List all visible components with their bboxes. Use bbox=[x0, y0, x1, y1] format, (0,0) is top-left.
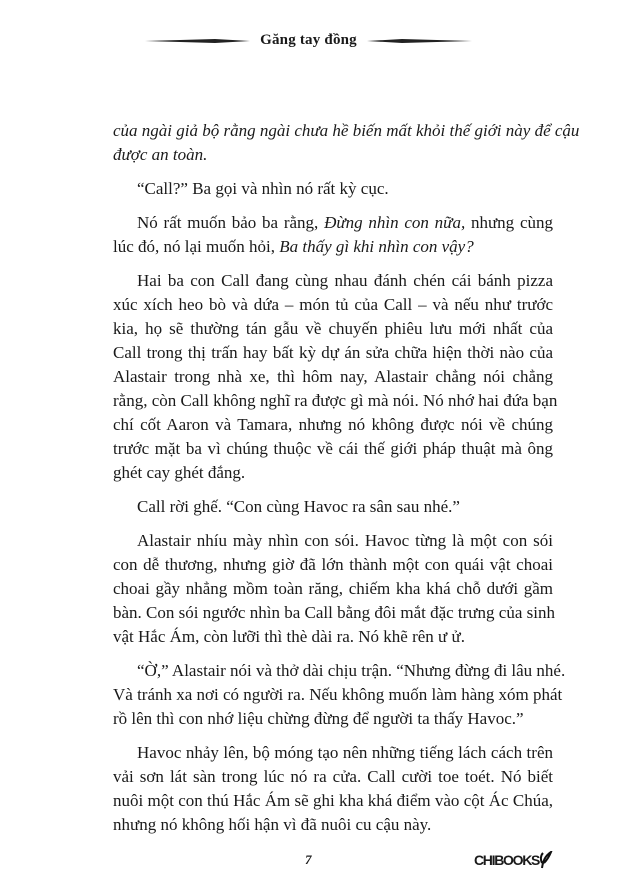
leaf-icon bbox=[539, 851, 553, 869]
text-line bbox=[113, 659, 566, 683]
text-run: Và tránh xa nơi có người ra. Nếu không muốn làm hàng xóm phát bbox=[113, 685, 563, 704]
text-run: Havoc nhảy lên, bộ móng tạo nên những tiếng lách cách trên bbox=[137, 743, 553, 762]
paragraph bbox=[113, 269, 558, 485]
text-line bbox=[113, 789, 553, 813]
text-line bbox=[113, 143, 553, 167]
text-line bbox=[113, 765, 553, 789]
running-header bbox=[0, 32, 617, 49]
text-line bbox=[113, 601, 553, 625]
text-run: Alastair nhíu mày nhìn con sói. Havoc từng là một con sói bbox=[137, 531, 553, 550]
text-run: choai gầy nhẳng mồm toàn răng, chiếm kha khá chỗ dưới gầm bbox=[113, 579, 553, 598]
text-run: nuôi một con thú Hắc Ám sẽ ghi kha khá điểm vào cột Ác Chúa, bbox=[113, 791, 553, 810]
publisher-logo bbox=[474, 851, 553, 869]
paragraph bbox=[113, 177, 553, 201]
text-run: Call trong thị trấn hay bất kỳ dự án sửa chữa hiện thời nào của bbox=[113, 343, 553, 362]
text-line bbox=[113, 625, 553, 649]
text-line bbox=[113, 707, 553, 731]
page-body-text bbox=[113, 119, 580, 847]
text-line bbox=[113, 529, 553, 553]
text-line bbox=[113, 437, 553, 461]
text-line bbox=[113, 683, 563, 707]
page-number: 7 bbox=[305, 852, 312, 867]
text-run: bàn. Con sói ngước nhìn ba Call bằng đôi mắt đặc trưng của sinh bbox=[113, 603, 555, 622]
text-line bbox=[113, 317, 553, 341]
italic-text: của ngài giả bộ rằng ngài chưa hề biến mất khỏi thế giới này để cậu bbox=[113, 121, 580, 140]
text-line bbox=[113, 269, 553, 293]
text-line bbox=[113, 741, 553, 765]
text-line bbox=[113, 577, 553, 601]
paragraph bbox=[113, 659, 566, 731]
text-run: rằng, còn Call không nghĩ ra được gì mà nói. Nó nhớ hai đứa bạn bbox=[113, 391, 558, 410]
paragraph bbox=[113, 495, 553, 519]
text-line bbox=[113, 461, 553, 485]
paragraph bbox=[113, 119, 580, 167]
text-run: vật Hắc Ám, còn lưỡi thì thè dài ra. Nó khẽ rên ư ử. bbox=[113, 627, 465, 646]
text-line bbox=[113, 119, 580, 143]
paragraph bbox=[113, 529, 553, 649]
text-run: nhưng nó không hối hận vì đã nuôi cu cậu này. bbox=[113, 815, 432, 834]
text-run: nhưng cùng bbox=[465, 213, 553, 232]
text-line bbox=[113, 293, 553, 317]
text-line bbox=[113, 413, 553, 437]
text-run: Call rời ghế. “Con cùng Havoc ra sân sau nhé.” bbox=[137, 497, 460, 516]
header-ornament-left bbox=[145, 38, 250, 44]
text-run: “Call?” Ba gọi và nhìn nó rất kỳ cục. bbox=[137, 179, 389, 198]
text-run: Alastair trong nhà xe, thì hôm nay, Alastair chẳng nói chẳng bbox=[113, 367, 553, 386]
text-run: kia, họ sẽ thường tán gẫu về chuyến phiêu lưu mới nhất của bbox=[113, 319, 553, 338]
text-line bbox=[113, 553, 553, 577]
italic-text: được an toàn. bbox=[113, 145, 208, 164]
header-title: Găng tay đồng bbox=[260, 32, 357, 48]
text-line bbox=[113, 495, 553, 519]
text-run: Nó rất muốn bảo ba rằng, bbox=[137, 213, 325, 232]
text-line bbox=[113, 235, 553, 259]
italic-text: Đừng nhìn con nữa, bbox=[324, 213, 466, 232]
text-line bbox=[113, 177, 553, 201]
paragraph bbox=[113, 211, 553, 259]
text-run: lúc đó, nó lại muốn hỏi, bbox=[113, 237, 280, 256]
text-run: vải sơn lát sàn trong lúc nó ra cửa. Call cười toe toét. Nó biết bbox=[113, 767, 553, 786]
text-run: ghét cay ghét đắng. bbox=[113, 463, 246, 482]
text-run: xúc xích heo bò và dứa – món tủ của Call – và nếu như trước bbox=[113, 295, 553, 314]
paragraph bbox=[113, 741, 553, 837]
text-run: trước mặt ba vì chúng thuộc về cái thế giới pháp thuật mà ông bbox=[113, 439, 553, 458]
text-run: chí cốt Aaron và Tamara, nhưng nó không được nói về chúng bbox=[113, 415, 553, 434]
text-line bbox=[113, 813, 553, 837]
text-line bbox=[113, 341, 553, 365]
publisher-logo-text: CHIBOOKS bbox=[474, 852, 540, 868]
text-line bbox=[113, 389, 558, 413]
text-run: con dễ thương, nhưng giờ đã lớn thành một con quái vật choai bbox=[113, 555, 553, 574]
text-line bbox=[113, 211, 553, 235]
text-run: “Ờ,” Alastair nói và thở dài chịu trận. “Nhưng đừng đi lâu nhé. bbox=[137, 661, 566, 680]
text-run: Hai ba con Call đang cùng nhau đánh chén cái bánh pizza bbox=[137, 271, 553, 290]
text-line bbox=[113, 365, 553, 389]
text-run: rồ lên thì con nhớ liệu chừng đừng để người ta thấy Havoc.” bbox=[113, 709, 524, 728]
italic-text: Ba thấy gì khi nhìn con vậy? bbox=[279, 237, 474, 256]
header-ornament-right bbox=[367, 38, 472, 44]
